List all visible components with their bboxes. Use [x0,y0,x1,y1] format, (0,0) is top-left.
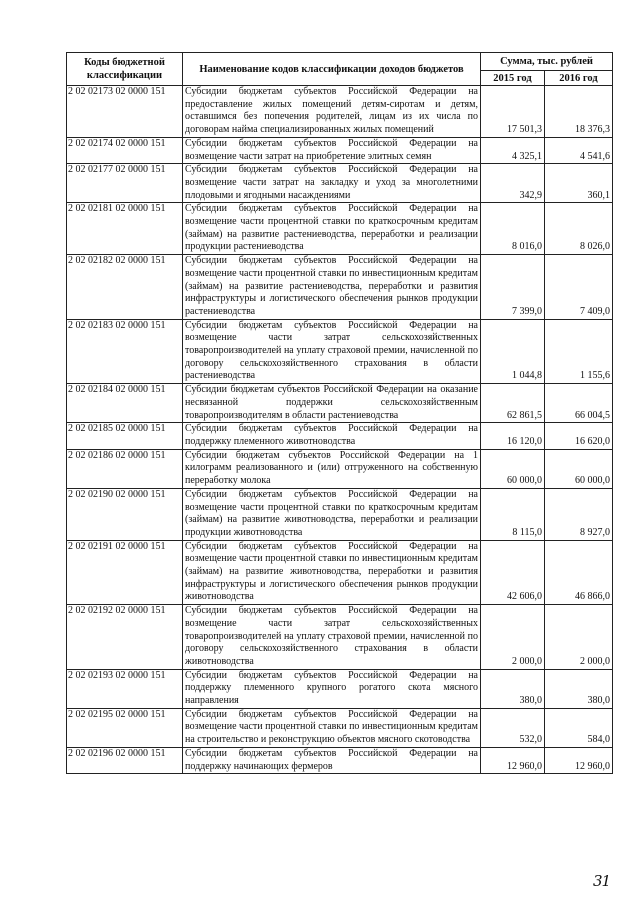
row-value-2016: 8 026,0 [545,203,613,255]
row-value-2015: 8 016,0 [481,203,545,255]
row-code: 2 02 02174 02 0000 151 [67,137,183,163]
row-value-2015: 17 501,3 [481,86,545,138]
table-row [67,384,613,423]
row-value-2015: 2 000,0 [481,605,545,670]
table-row [67,203,613,255]
row-name: Субсидии бюджетам субъектов Российской Федерации на оказание несвязанной поддержки сельскохозяйственным товаропроизводителям в области растениеводства [183,384,481,423]
row-name: Субсидии бюджетам субъектов Российской Федерации на поддержку начинающих фермеров [183,747,481,773]
row-value-2015: 60 000,0 [481,449,545,488]
row-value-2016: 46 866,0 [545,540,613,605]
row-code: 2 02 02192 02 0000 151 [67,605,183,670]
row-code: 2 02 02185 02 0000 151 [67,423,183,449]
table-row [67,605,613,670]
row-value-2016: 1 155,6 [545,319,613,384]
row-name: Субсидии бюджетам субъектов Российской Федерации на поддержку племенного крупного рогатого скота мясного направления [183,669,481,708]
row-value-2016: 16 620,0 [545,423,613,449]
row-value-2015: 532,0 [481,708,545,747]
table-row [67,137,613,163]
row-name: Субсидии бюджетам субъектов Российской Федерации на возмещение части процентной ставки по инвестиционным кредитам (займам) на развитие животноводства, переработки и развития инфраструктуры и логистического обеспечения рынков продукции животноводства [183,540,481,605]
row-value-2016: 584,0 [545,708,613,747]
row-value-2016: 2 000,0 [545,605,613,670]
row-value-2015: 12 960,0 [481,747,545,773]
table-row [67,669,613,708]
row-value-2015: 16 120,0 [481,423,545,449]
row-name: Субсидии бюджетам субъектов Российской Федерации на возмещение части затрат на закладку и уход за многолетними плодовыми и ягодными насаждениями [183,164,481,203]
row-code: 2 02 02193 02 0000 151 [67,669,183,708]
budget-revenue-table [66,52,613,774]
row-name: Субсидии бюджетам субъектов Российской Федерации на возмещение части процентной ставки по краткосрочным кредитам (займам) на развитие животноводства, переработки и реализации продукции животноводства [183,488,481,540]
row-code: 2 02 02191 02 0000 151 [67,540,183,605]
row-value-2015: 42 606,0 [481,540,545,605]
table-row [67,540,613,605]
table-body [67,86,613,774]
row-value-2015: 4 325,1 [481,137,545,163]
row-code: 2 02 02196 02 0000 151 [67,747,183,773]
row-code: 2 02 02186 02 0000 151 [67,449,183,488]
row-value-2015: 8 115,0 [481,488,545,540]
row-value-2016: 4 541,6 [545,137,613,163]
row-code: 2 02 02195 02 0000 151 [67,708,183,747]
row-code: 2 02 02184 02 0000 151 [67,384,183,423]
header-name: Наименование кодов классификации доходов бюджетов [183,53,481,86]
row-value-2016: 7 409,0 [545,255,613,320]
row-value-2016: 60 000,0 [545,449,613,488]
table-row [67,423,613,449]
header-year-2015: 2015 год [481,71,545,86]
row-value-2016: 8 927,0 [545,488,613,540]
row-code: 2 02 02173 02 0000 151 [67,86,183,138]
row-value-2015: 1 044,8 [481,319,545,384]
row-code: 2 02 02181 02 0000 151 [67,203,183,255]
header-sum: Сумма, тыс. рублей [481,53,613,71]
page-number: 31 [593,872,611,890]
row-value-2015: 380,0 [481,669,545,708]
table-row [67,708,613,747]
table-row [67,747,613,773]
row-code: 2 02 02182 02 0000 151 [67,255,183,320]
row-value-2015: 7 399,0 [481,255,545,320]
row-value-2016: 12 960,0 [545,747,613,773]
row-value-2016: 360,1 [545,164,613,203]
row-code: 2 02 02183 02 0000 151 [67,319,183,384]
table-row [67,164,613,203]
header-year-2016: 2016 год [545,71,613,86]
row-name: Субсидии бюджетам субъектов Российской Федерации на возмещение части процентной ставки по инвестиционным кредитам на строительство и реконструкцию объектов мясного скотоводства [183,708,481,747]
row-name: Субсидии бюджетам субъектов Российской Федерации на 1 килограмм реализованного и (или) отгруженного на собственную переработку молока [183,449,481,488]
row-value-2016: 18 376,3 [545,86,613,138]
row-name: Субсидии бюджетам субъектов Российской Федерации на возмещение части затрат сельскохозяйственных товаропроизводителей на уплату страховой премии, начисленной по договору сельскохозяйственного страхования в области животноводства [183,605,481,670]
row-name: Субсидии бюджетам субъектов Российской Федерации на возмещение части затрат сельскохозяйственных товаропроизводителей на уплату страховой премии, начисленной по договору сельскохозяйственного страхования в области растениеводства [183,319,481,384]
table-row [67,449,613,488]
row-name: Субсидии бюджетам субъектов Российской Федерации на возмещение части затрат на приобретение элитных семян [183,137,481,163]
header-codes: Коды бюджетной классификации [67,53,183,86]
row-value-2016: 66 004,5 [545,384,613,423]
table-row [67,86,613,138]
table-row [67,255,613,320]
table-row [67,488,613,540]
row-name: Субсидии бюджетам субъектов Российской Федерации на предоставление жилых помещений детям-сиротам и детям, оставшимся без попечения родителей, лицам из их числа по договорам найма специализированных жилых помещений [183,86,481,138]
row-value-2015: 62 861,5 [481,384,545,423]
row-name: Субсидии бюджетам субъектов Российской Федерации на поддержку племенного животноводства [183,423,481,449]
table-row [67,319,613,384]
row-value-2015: 342,9 [481,164,545,203]
row-value-2016: 380,0 [545,669,613,708]
row-code: 2 02 02190 02 0000 151 [67,488,183,540]
row-code: 2 02 02177 02 0000 151 [67,164,183,203]
row-name: Субсидии бюджетам субъектов Российской Федерации на возмещение части процентной ставки по инвестиционным кредитам (займам) на развитие растениеводства, переработки и развития инфраструктуры и логистического обеспечения рынков продукции растениеводства [183,255,481,320]
row-name: Субсидии бюджетам субъектов Российской Федерации на возмещение части процентной ставки по краткосрочным кредитам (займам) на развитие растениеводства, переработки и реализации продукции растениеводства [183,203,481,255]
